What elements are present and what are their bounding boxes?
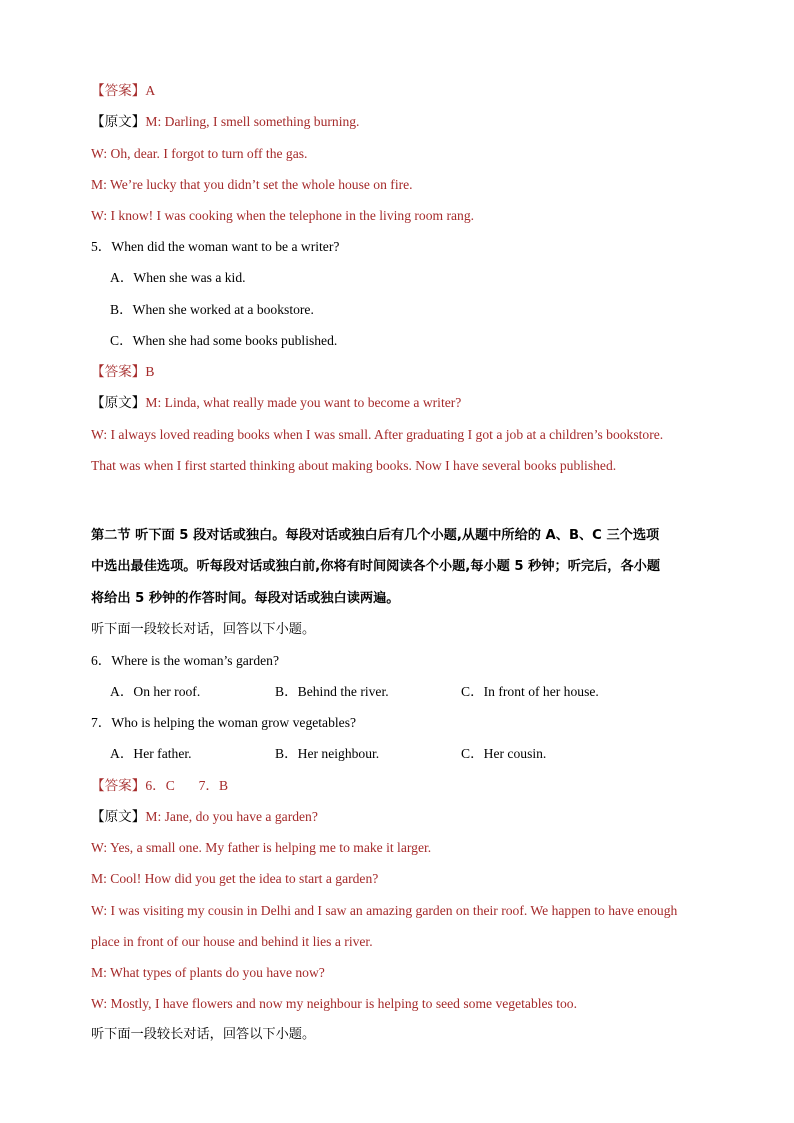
transcript-label: 【原文】 [91,809,146,824]
dialogue-text: M: Jane, do you have a garden? [145,809,318,824]
question-5: 5．When did the woman want to be a writer? [91,239,340,254]
dialogue-line: W: I know! I was cooking when the telephone in the living room rang. [91,208,475,223]
option-a: A．When she was a kid. [110,270,246,285]
option-a: A．Her father. [110,746,192,761]
dialogue-text: M: Darling, I smell something burning. [145,114,360,129]
option-c: C．Her cousin. [461,746,547,761]
transcript-line [91,809,318,825]
transcript-label: 【原文】 [91,395,146,410]
dialogue-line: W: Oh, dear. I forgot to turn off the gas. [91,146,308,161]
option-a: A．On her roof. [110,684,201,699]
question-6: 6．Where is the woman’s garden? [91,653,279,668]
section-instructions: 第二节 听下面 5 段对话或独白。每段对话或独白后有几个小题,从题中所给的 A、B、C 三个选项 [91,528,660,543]
listening-prompt: 听下面一段较长对话，回答以下小题。 [91,622,316,637]
dialogue-line: W: I was visiting my cousin in Delhi and I saw an amazing garden on their roof. We happen to have enough [91,903,678,918]
answer-label: 【答案】B [91,364,155,379]
dialogue-line: That was when I first started thinking about making books. Now I have several books published. [91,458,617,473]
question-7: 7．Who is helping the woman grow vegetables? [91,715,357,730]
answer-label: 【答案】6．C 7．B [91,778,229,793]
transcript-label: 【原文】 [91,114,146,129]
dialogue-line: W: Mostly, I have flowers and now my neighbour is helping to seed some vegetables too. [91,996,578,1011]
listening-prompt: 听下面一段较长对话，回答以下小题。 [91,1027,316,1042]
option-c: C．When she had some books published. [110,333,338,348]
dialogue-line: W: Yes, a small one. My father is helping me to make it larger. [91,840,432,855]
option-b: B．Behind the river. [275,684,389,699]
option-c: C．In front of her house. [461,684,599,699]
section-instructions: 中选出最佳选项。听每段对话或独白前,你将有时间阅读各个小题,每小题 5 秒钟；听完后，各小题 [91,559,661,574]
dialogue-line: W: I always loved reading books when I was small. After graduating I got a job at a children’s bookstore. [91,427,664,442]
transcript-line [91,114,359,130]
dialogue-line: place in front of our house and behind it lies a river. [91,934,373,949]
answer-label: 【答案】A [91,83,156,98]
option-b: B．When she worked at a bookstore. [110,302,314,317]
transcript-line [91,395,461,411]
dialogue-line: M: What types of plants do you have now? [91,965,325,980]
dialogue-line: M: Cool! How did you get the idea to start a garden? [91,871,379,886]
section-instructions: 将给出 5 秒钟的作答时间。每段对话或独白读两遍。 [91,591,400,606]
dialogue-line: M: We’re lucky that you didn’t set the whole house on fire. [91,177,413,192]
option-b: B．Her neighbour. [275,746,380,761]
dialogue-text: M: Linda, what really made you want to become a writer? [145,395,462,410]
